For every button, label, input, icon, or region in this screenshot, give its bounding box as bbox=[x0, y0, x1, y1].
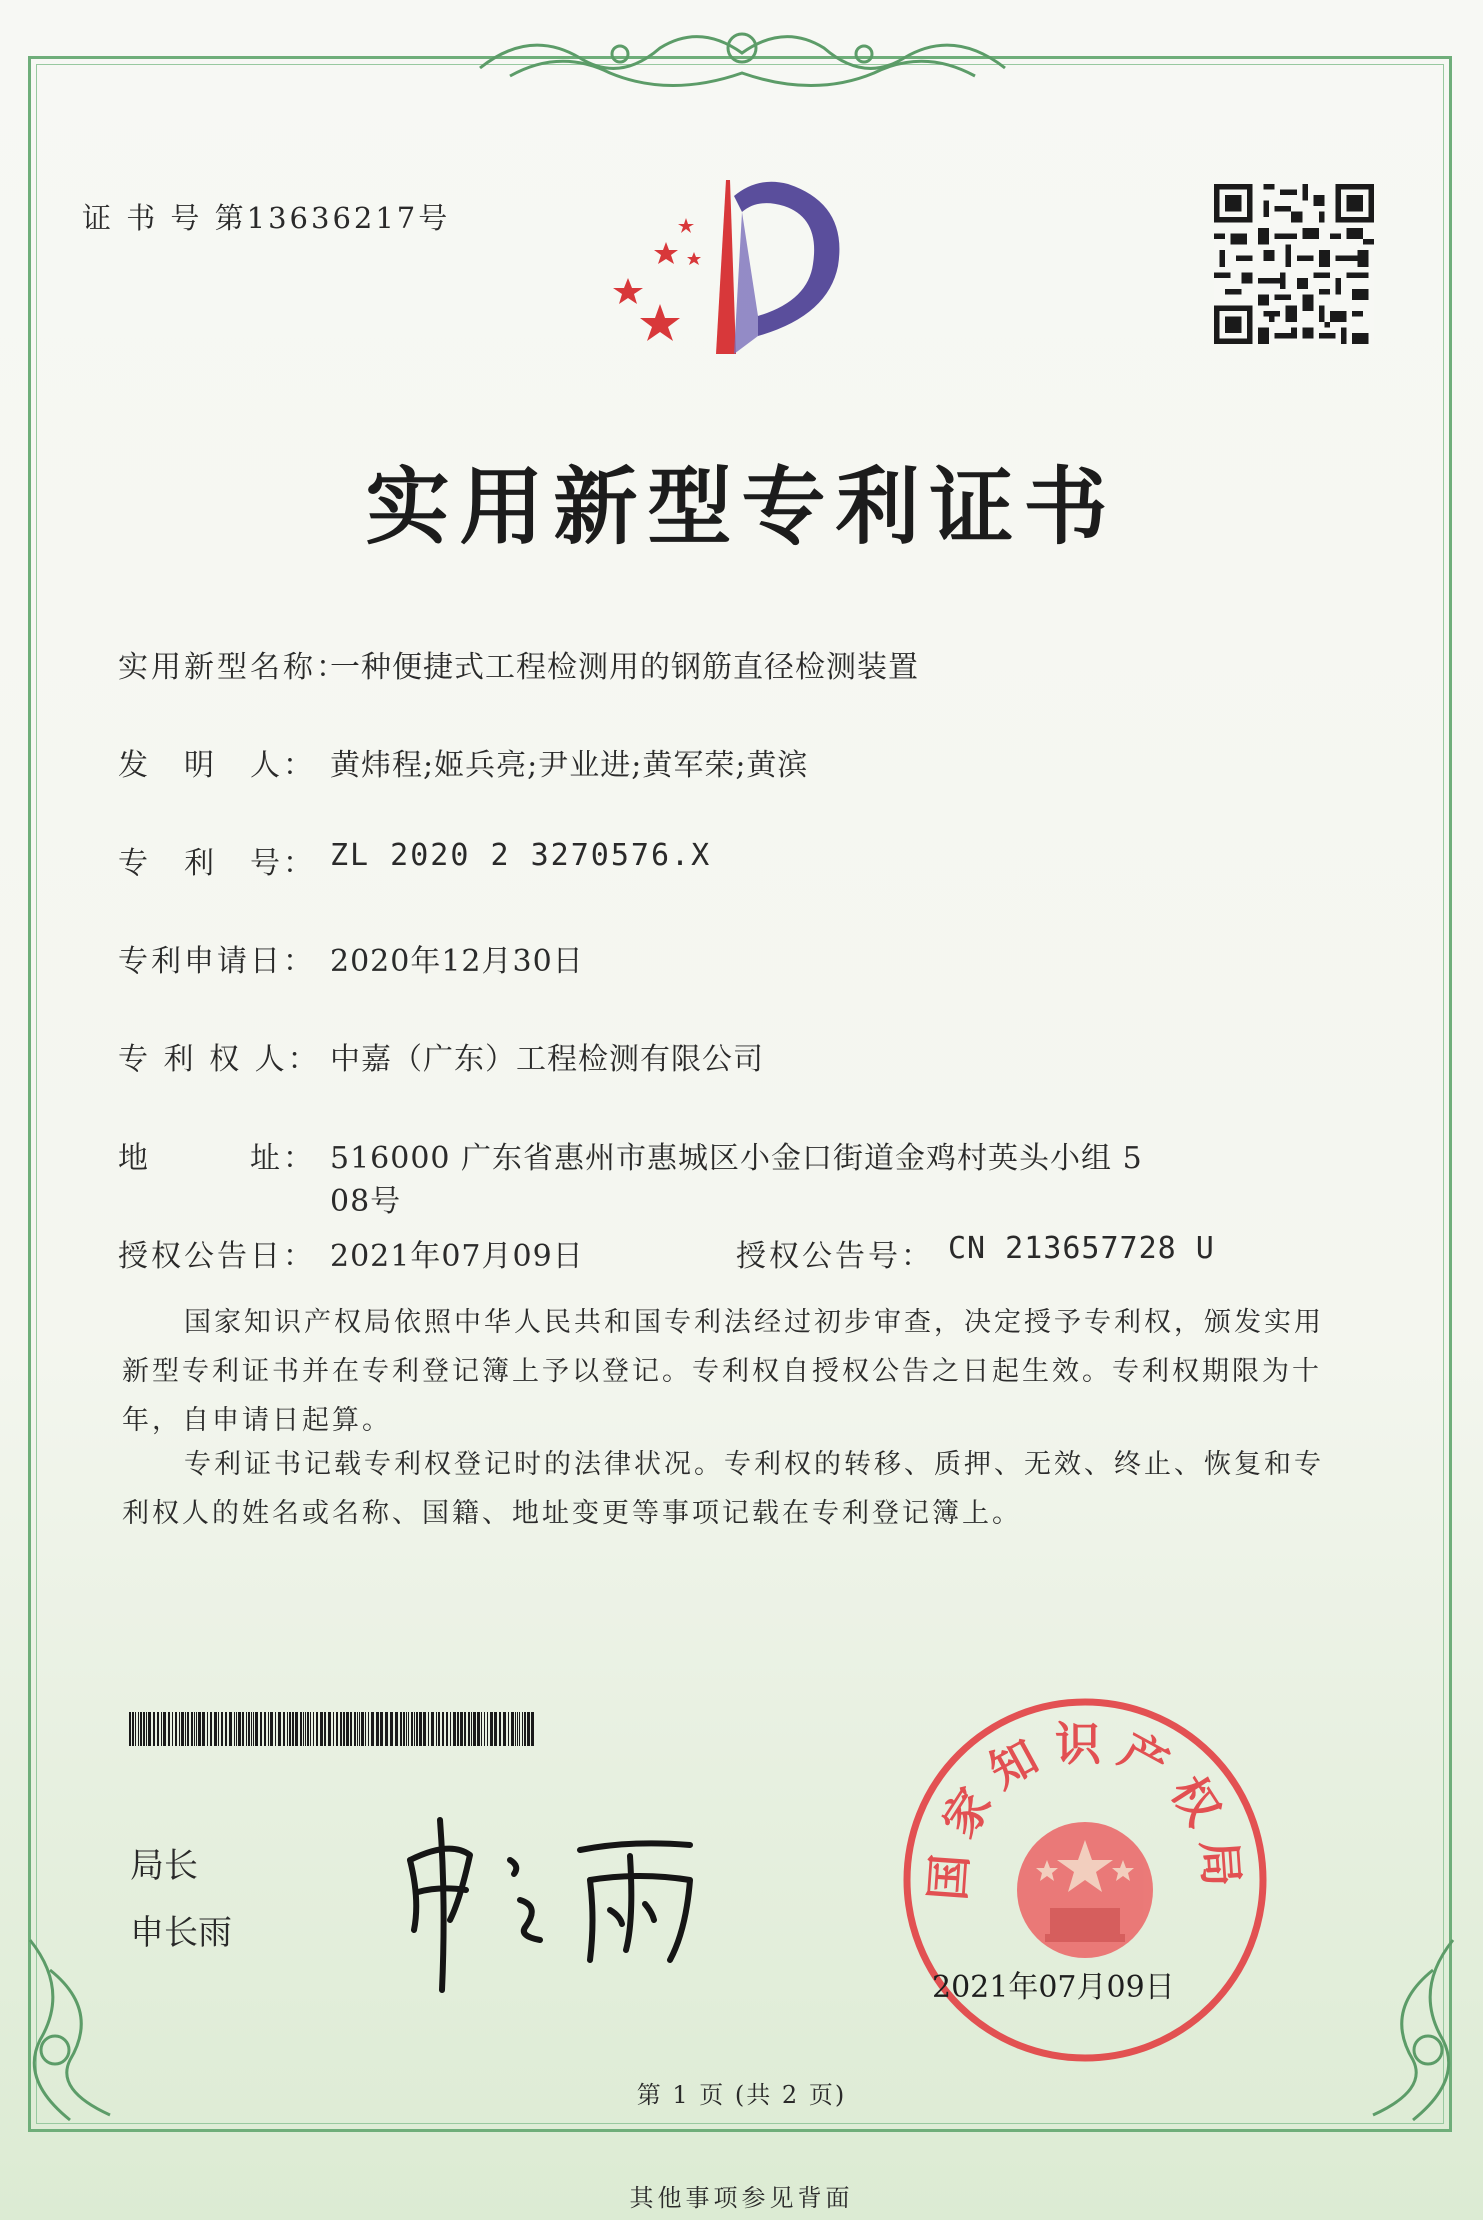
page-indicator: 第 1 页 (共 2 页) bbox=[636, 2081, 847, 2109]
inventor-value: 黄炜程;姬兵亮;尹业进;黄军荣;黄滨 bbox=[330, 748, 809, 783]
director-name: 申长雨 bbox=[130, 1913, 232, 1953]
certificate-title: 实用新型专利证书 bbox=[365, 458, 1118, 556]
grant-number-value: CN 213657728 U bbox=[948, 1231, 1215, 1266]
grant-number-label: 授权公告号： bbox=[736, 1239, 934, 1274]
application-date-value: 2020年12月30日 bbox=[330, 944, 584, 979]
patentee-label: 专 利 权 人： bbox=[118, 1042, 321, 1077]
director-title: 局长 bbox=[130, 1846, 198, 1886]
official-seal bbox=[895, 1690, 1275, 2070]
inventor-label: 发 明 人： bbox=[118, 748, 316, 783]
application-date-label: 专利申请日： bbox=[118, 944, 316, 979]
footer-note: 其他事项参见背面 bbox=[629, 2184, 854, 2212]
body-paragraph-1-text: 国家知识产权局依照中华人民共和国专利法经过初步审查，决定授予专利权，颁发实用新型专利证书并在专利登记簿上予以登记。专利权自授权公告之日起生效。专利权期限为十年，自申请日起算。 bbox=[122, 1307, 1324, 1436]
body-paragraph-1 bbox=[122, 1298, 1352, 1445]
certificate-number: 证 书 号 第13636217号 bbox=[82, 201, 451, 235]
grant-date-value: 2021年07月09日 bbox=[330, 1239, 584, 1274]
qr-code bbox=[1214, 184, 1374, 344]
barcode bbox=[129, 1712, 539, 1746]
grant-date-label: 授权公告日： bbox=[118, 1239, 316, 1274]
address-line-1: 516000 广东省惠州市惠城区小金口街道金鸡村英头小组 5 bbox=[330, 1141, 1143, 1176]
patent-number-value: ZL 2020 2 3270576.X bbox=[330, 838, 712, 873]
address-label: 地 址： bbox=[118, 1141, 316, 1176]
address-line-2: 08号 bbox=[330, 1184, 402, 1219]
body-paragraph-2 bbox=[122, 1440, 1352, 1538]
cnipa-logo bbox=[608, 176, 878, 356]
patent-number-label: 专 利 号： bbox=[118, 846, 316, 881]
patentee-value: 中嘉（广东）工程检测有限公司 bbox=[330, 1042, 764, 1077]
seal-date: 2021年07月09日 bbox=[932, 1970, 1175, 2005]
utility-model-name-value: 一种便捷式工程检测用的钢筋直径检测装置 bbox=[330, 650, 919, 685]
director-signature bbox=[390, 1800, 750, 2000]
top-ornament bbox=[470, 18, 1015, 98]
seal-text: 国家知识产权局 bbox=[920, 1717, 1250, 1903]
utility-model-name-label: 实用新型名称： bbox=[118, 650, 349, 685]
body-paragraph-2-text: 专利证书记载专利权登记时的法律状况。专利权的转移、质押、无效、终止、恢复和专利权人的姓名或名称、国籍、地址变更等事项记载在专利登记簿上。 bbox=[122, 1449, 1324, 1529]
